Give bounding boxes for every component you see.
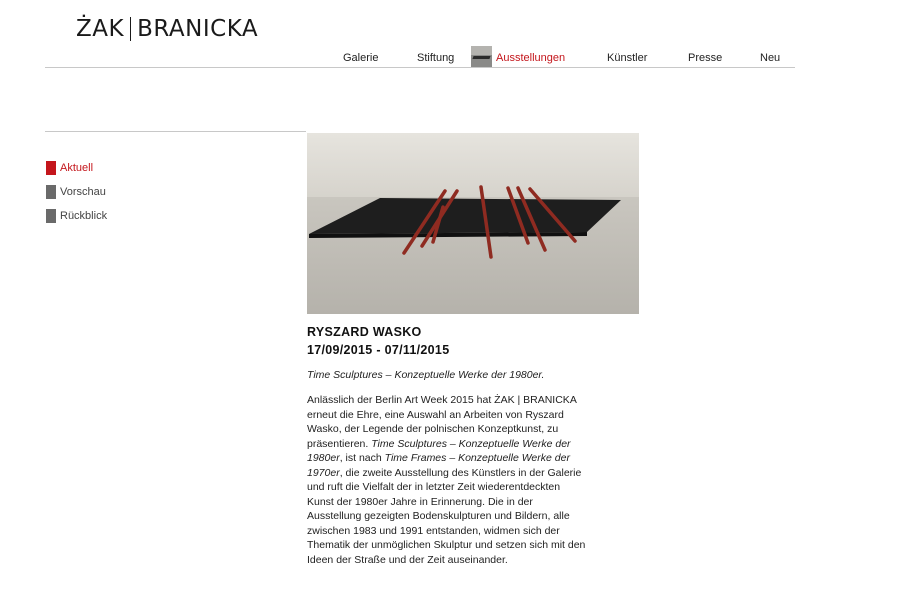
description-text: Ausstellung gezeigten Bodenskulpturen und Bildern, alle xyxy=(307,510,570,522)
nav-galerie[interactable]: Galerie xyxy=(343,52,379,64)
description-text: Ideen der Straße und der Zeit auseinander. xyxy=(307,553,508,566)
logo-right: BRANICKA xyxy=(137,16,259,42)
description-line xyxy=(307,408,637,423)
main-nav xyxy=(0,52,900,66)
description-line xyxy=(307,437,637,452)
sidebar-item-label: Rückblick xyxy=(60,210,108,222)
sidebar-divider xyxy=(45,131,306,132)
exhibition-dates: 17/09/2015 - 07/11/2015 xyxy=(307,343,450,357)
description-text: und ruft die Vielfalt der in letzter Zeit wiederentdeckten xyxy=(307,481,561,493)
description-text: Wasko, der Legende der polnischen Konzeptkunst, zu xyxy=(307,423,559,435)
italic-title-text: Time Frames – Konzeptuelle Werke der xyxy=(384,452,570,464)
nav-thumbnail-image xyxy=(471,46,492,67)
description-line xyxy=(307,553,637,568)
sidebar-item-rueckblick[interactable] xyxy=(46,209,107,223)
header-divider xyxy=(45,67,795,68)
logo-left: ŻAK xyxy=(76,16,125,42)
description-text: präsentieren. xyxy=(307,437,372,450)
nav-ausstellungen[interactable]: Ausstellungen xyxy=(496,52,566,64)
description-line xyxy=(307,509,637,524)
sidebar-item-label: Vorschau xyxy=(60,186,106,198)
nav-presse[interactable]: Presse xyxy=(688,52,723,64)
description-line xyxy=(307,422,637,437)
description-line xyxy=(307,466,637,481)
description-text: Kunst der 1980er Jahre in Erinnerung. Die in der xyxy=(307,495,533,508)
exhibition-subtitle: Time Sculptures – Konzeptuelle Werke der 1980er. xyxy=(307,369,545,381)
exhibition-photo xyxy=(307,133,639,314)
description-text: Thematik der unmöglichen Skulptur und setzen sich mit den xyxy=(307,539,586,551)
square-bullet-icon xyxy=(46,161,56,175)
exhibition-heading xyxy=(307,323,449,359)
description-text: zwischen 1983 und 1991 entstanden, widmen sich der xyxy=(307,524,560,537)
description-line xyxy=(307,393,637,408)
sidebar-nav xyxy=(46,161,107,233)
italic-title-text: 1970er xyxy=(307,466,340,479)
nav-kuenstler[interactable]: Künstler xyxy=(607,52,648,64)
description-line xyxy=(307,451,637,466)
description-line xyxy=(307,538,637,553)
nav-neu[interactable]: Neu xyxy=(760,52,781,64)
description-line xyxy=(307,495,637,510)
italic-title-text: 1980er xyxy=(307,452,340,464)
site-logo[interactable] xyxy=(76,16,258,42)
exhibition-description xyxy=(307,393,637,567)
description-text: , die zweite Ausstellung des Künstlers in der Galerie xyxy=(339,466,582,479)
italic-title-text: Time Sculptures – Konzeptuelle Werke der xyxy=(371,437,571,450)
description-text: erneut die Ehre, eine Auswahl an Arbeiten von Ryszard xyxy=(307,408,564,421)
description-line xyxy=(307,524,637,539)
square-bullet-icon xyxy=(46,185,56,199)
sidebar-item-label: Aktuell xyxy=(60,162,94,174)
square-bullet-icon xyxy=(46,209,56,223)
description-text: , ist nach xyxy=(339,452,385,464)
sidebar-item-aktuell[interactable] xyxy=(46,161,107,175)
artist-name: RYSZARD WASKO xyxy=(307,325,422,339)
nav-stiftung[interactable]: Stiftung xyxy=(417,52,455,64)
logo-separator xyxy=(130,17,131,41)
description-text: Anlässlich der Berlin Art Week 2015 hat ŻAK | BRANICKA xyxy=(307,394,577,406)
sidebar-item-vorschau[interactable] xyxy=(46,185,107,199)
description-line xyxy=(307,480,637,495)
